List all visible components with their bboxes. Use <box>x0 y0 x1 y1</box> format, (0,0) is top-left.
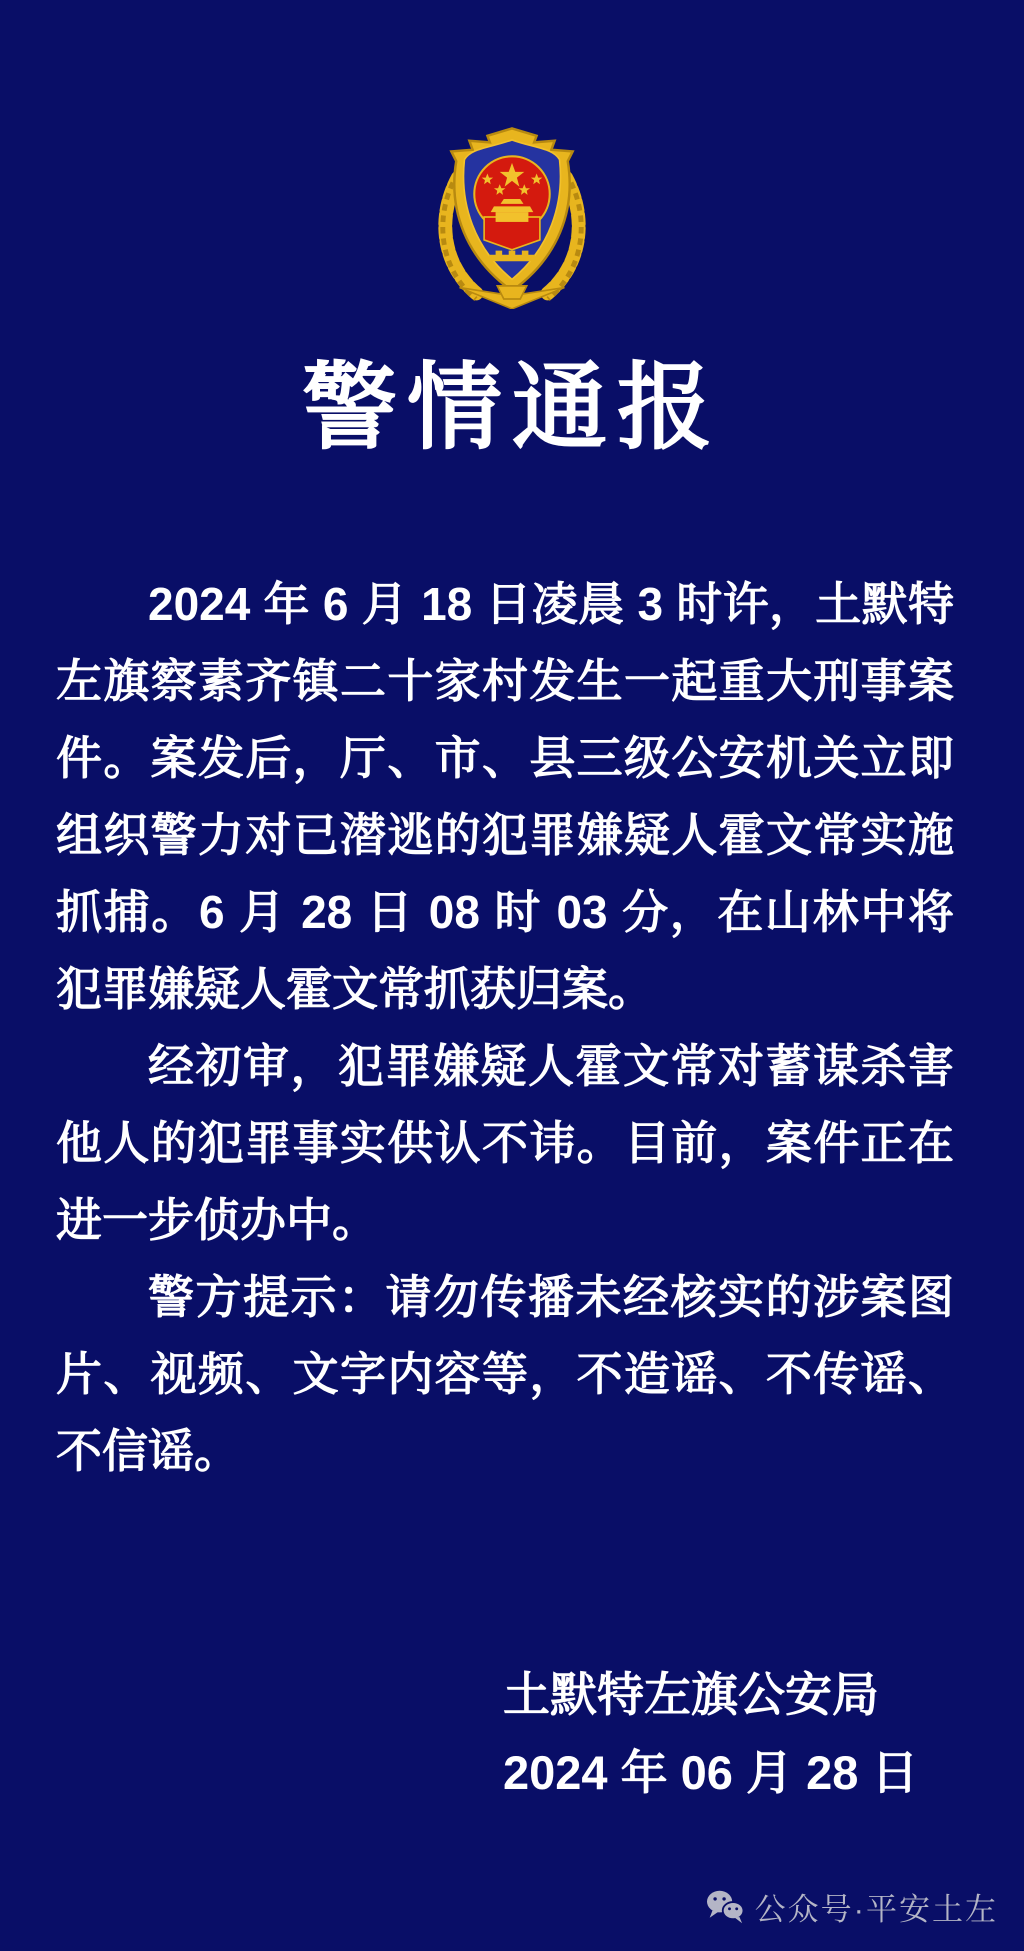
watermark-label: 公众号·平安土左 <box>754 1892 998 1927</box>
account-watermark <box>705 1884 998 1929</box>
notice-paragraph-2: 经初审，犯罪嫌疑人霍文常对蓄谋杀害他人的犯罪事实供认不讳。目前，案件正在进一步侦办中。 <box>56 1040 954 1246</box>
police-emblem-icon <box>430 125 594 309</box>
notice-paragraph-3: 警方提示：请勿传播未经核实的涉案图片、视频、文字内容等，不造谣、不传谣、不信谣。 <box>56 1271 954 1477</box>
issue-date: 2024 年 06 月 28 日 <box>503 1746 919 1799</box>
signature-block <box>503 1667 1024 1801</box>
page-title: 警情通报 <box>301 355 722 461</box>
notice-body <box>0 566 1024 1490</box>
notice-paragraph-1: 2024 年 6 月 18 日凌晨 3 时许，土默特左旗察素齐镇二十家村发生一起重大刑事案件。案发后，厅、市、县三级公安机关立即组织警力对已潜逃的犯罪嫌疑人霍文常实施抓捕。6 月 28 日 08 时 03 分，在山林中将犯罪嫌疑人霍文常抓获归案。 <box>56 578 954 1015</box>
issuing-authority: 土默特左旗公安局 <box>503 1668 879 1721</box>
wechat-icon <box>705 1889 745 1925</box>
